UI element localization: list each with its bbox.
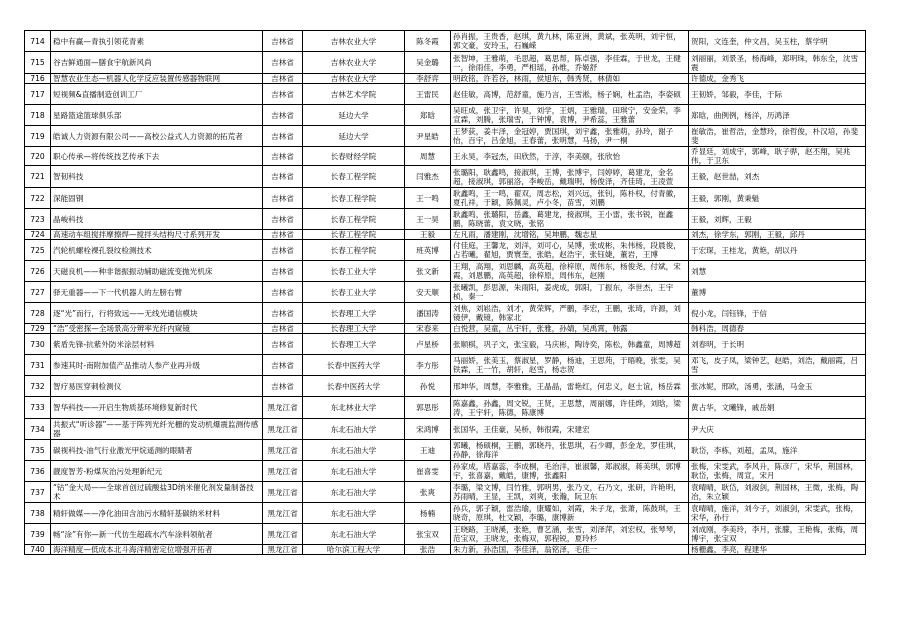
cell-province: 吉林省: [263, 105, 303, 126]
cell-university: 长春中医药大学: [303, 355, 405, 376]
table-row: [25, 209, 866, 230]
project-table: [24, 30, 866, 555]
cell-leader: 陈冬霞: [405, 31, 451, 52]
table-row: [25, 355, 866, 376]
cell-leader: 宋春来: [405, 324, 451, 334]
cell-university: 东北石油大学: [303, 419, 405, 440]
cell-province: 吉林省: [263, 209, 303, 230]
cell-project: 智疗易医穿刺检测仪: [51, 376, 263, 397]
cell-members: 张璐阳，耿鑫鸣，接淑琪，王博，张博宇，闫婷婷，葛建龙，金名超，接淑琪，郭丽洛，李峻岳，戴瑞明，杨俊泽，齐佳琦，王凌萱: [451, 166, 689, 188]
cell-members: 刘焦，刘崧浩，刘才，黄荣辉，严鹏，李宏，王鹏，张琦，许源，刘镜伊，戴镜，韩家北: [451, 303, 689, 324]
cell-university: 长春工程学院: [303, 209, 405, 230]
cell-members: 王梦荻，姜丰泽，金冠婷，贾国琪，刘宇鑫，张雅萌，孙玲，谢子怡，百宇，吕金旭，王春蕾，张明慧，马扬，尹一桐: [451, 126, 689, 147]
cell-university: 长春工业大学: [303, 282, 405, 303]
cell-project: “钴”金大局——全球首创过硫酸盐3D纳米催化剂发量制备技术: [51, 482, 263, 503]
cell-no: 732: [25, 376, 51, 397]
cell-members: 张曦凯，彭思源，朱雨阳，姜虎成，郭阳，丁振东，李世杰，王宇桢，秦一: [451, 282, 689, 303]
table-row: [25, 545, 866, 555]
cell-project: 智华科技——开启生物质基环境修复新时代: [51, 397, 263, 419]
cell-province: 黑龙江省: [263, 524, 303, 545]
table-row: [25, 126, 866, 147]
cell-no: 718: [25, 105, 51, 126]
table-row: [25, 324, 866, 334]
cell-members: 郭曦，杨硕桐，王鹏，郭晓丹，张思琪，石少卿，彭金龙，罗佳琪，孙静，徐海洋: [451, 440, 689, 461]
cell-university: 吉林艺术学院: [303, 84, 405, 105]
cell-province: 黑龙江省: [263, 461, 303, 482]
cell-province: 吉林省: [263, 355, 303, 376]
table-row: [25, 524, 866, 545]
cell-province: 吉林省: [263, 52, 303, 74]
cell-advisors: 韩科浩，周德春: [689, 324, 866, 334]
cell-project: 逐“光”而行，行将致远——无线光通信模块: [51, 303, 263, 324]
table-row: [25, 376, 866, 397]
cell-leader: 王雷民: [405, 84, 451, 105]
cell-members: 王永昊，李冠杰，田欣然，于淳，李美颐，张欣怡: [451, 147, 689, 166]
cell-project: 谷吉鲜通面—膳食宇航新风尚: [51, 52, 263, 74]
cell-advisors: 袁晴晴，施洋，刘今子，刘淑剑，宋雯武，张梅，宋华，孙行: [689, 503, 866, 524]
cell-leader: 张浩: [405, 545, 451, 555]
cell-leader: 崔喜雯: [405, 461, 451, 482]
cell-leader: 潘国涛: [405, 303, 451, 324]
cell-project: 智慧农业生态—机器人化学反应装置传感器物联网: [51, 74, 263, 84]
cell-province: 黑龙江省: [263, 440, 303, 461]
cell-project: “浩”受密探—全场景高分辨率光纤内窥镜: [51, 324, 263, 334]
cell-advisors: 耿岱，李栋，刘超，孟凤，施洋: [689, 440, 866, 461]
cell-no: 724: [25, 230, 51, 240]
table-row: [25, 74, 866, 84]
table-row: [25, 240, 866, 261]
cell-leader: 周慧: [405, 147, 451, 166]
cell-project: 高速动车组搅拌摩擦焊—搅拌头结构尺寸系列开发: [51, 230, 263, 240]
cell-leader: 王迪: [405, 440, 451, 461]
cell-project: 稳中有赢—青执引领花青素: [51, 31, 263, 52]
cell-leader: 闫雅杰: [405, 166, 451, 188]
cell-leader: 张宝双: [405, 524, 451, 545]
table-row: [25, 84, 866, 105]
cell-members: 孙肖振，王贵香，赵琪，黄九林，陈亚洲，黄斌，张英明，刘宇恒，郭文豪，安玲玉，石巍嵘: [451, 31, 689, 52]
cell-advisors: 郑晗，曲例例，杨洋，历鸿泽: [689, 105, 866, 126]
cell-province: 吉林省: [263, 126, 303, 147]
cell-province: 黑龙江省: [263, 397, 303, 419]
cell-members: 张智坤，王雅萌，毛思超，葛思帮，陈卓强，李佳霖，于世龙，王健一，徐雨佳，李勇，严相瑶，孙维，乔姬舒: [451, 52, 689, 74]
cell-project: 晶峻科技: [51, 209, 263, 230]
cell-advisors: 许德成，金秀飞: [689, 74, 866, 84]
cell-members: 耿鑫鸣，张璐阳，岳鑫，葛建龙，接淑琪，王小雷，张书锐，崔鑫鹏，陈晓蕾，袁文晓，张铭: [451, 209, 689, 230]
cell-university: 延边大学: [303, 126, 405, 147]
cell-university: 吉林农业大学: [303, 31, 405, 52]
cell-university: 东北石油大学: [303, 461, 405, 482]
cell-leader: 王一鸣: [405, 188, 451, 209]
cell-advisors: 刘成刚，李美玲，李月，张朦，王艳梅，张梅，周博宇，张宝双: [689, 524, 866, 545]
cell-advisors: 王毅，刘辉，王毅: [689, 209, 866, 230]
cell-university: 东北石油大学: [303, 440, 405, 461]
cell-no: 740: [25, 545, 51, 555]
cell-project: 智韧科技: [51, 166, 263, 188]
table-row: [25, 419, 866, 440]
cell-university: 延边大学: [303, 105, 405, 126]
cell-university: 长春理工大学: [303, 334, 405, 355]
cell-members: 王晓路，王晓溪，张艳，曹艺涵，张雪，刘泽萍，刘宏权，张琴琴，范宝双，王晓龙，张梅双，郭程锐，夏玲杉: [451, 524, 689, 545]
cell-university: 长春理工大学: [303, 324, 405, 334]
table-row: [25, 230, 866, 240]
cell-university: 长春工程学院: [303, 188, 405, 209]
cell-province: 吉林省: [263, 147, 303, 166]
cell-project: 汽轮机螺栓裸孔裂纹检测技术: [51, 240, 263, 261]
cell-members: 邢坤华，周慧，李雅雅，王晶晶，雷艳红，何忠义，赵士谊，杨岳霖: [451, 376, 689, 397]
cell-university: 长春工业大学: [303, 261, 405, 282]
cell-no: 721: [25, 166, 51, 188]
cell-advisors: 王韧娇，邹毅，李佳，于际: [689, 84, 866, 105]
cell-province: 吉林省: [263, 188, 303, 209]
cell-project: 深能固钢: [51, 188, 263, 209]
cell-advisors: 袁晴晴，耿岱，刘淑剑，荆国林，王微，张梅，陶冶，朱立颖: [689, 482, 866, 503]
cell-no: 728: [25, 303, 51, 324]
cell-province: 吉林省: [263, 84, 303, 105]
cell-members: 孙家成，塔嘉蕊，李成桐，毛治洋，崔淑馨，郑淑淑，蒋美琪，郭博宇，张喜嘉，戴皓，康博，张鑫阳: [451, 461, 689, 482]
cell-advisors: 崔敏浩，崔哲浩，金慧玲，徐哲俊，朴汉培，孙斐斐: [689, 126, 866, 147]
cell-no: 736: [25, 461, 51, 482]
cell-members: 马丽娇，张美玉，蔡淑星，罗静，杨迪，王思苑，于晤晚，张雯，吴铁霖，王一竹，胡轩，赵雪，杨志贺: [451, 355, 689, 376]
cell-university: 长春中医药大学: [303, 376, 405, 397]
cell-no: 725: [25, 240, 51, 261]
cell-university: 长春工程学院: [303, 166, 405, 188]
cell-province: 吉林省: [263, 282, 303, 303]
cell-province: 吉林省: [263, 376, 303, 397]
cell-province: 吉林省: [263, 324, 303, 334]
table-row: [25, 303, 866, 324]
cell-members: 赵佳敏，高博，范舒童，施乃言，王雪淞，杨子娴，杜孟浩，李姿硕: [451, 84, 689, 105]
cell-leader: 尹星皓: [405, 126, 451, 147]
cell-advisors: 刘慧: [689, 261, 866, 282]
cell-advisors: 尹大庆: [689, 419, 866, 440]
cell-project: 碳视科技-油气行业激光甲烷遥测的眼睛者: [51, 440, 263, 461]
cell-advisors: 董博: [689, 282, 866, 303]
cell-province: 黑龙江省: [263, 482, 303, 503]
cell-leader: 吴金璐: [405, 52, 451, 74]
cell-project: 共振式“听诊器”——基于阵列光纤光栅的发动机爆震监测传感器: [51, 419, 263, 440]
cell-no: 730: [25, 334, 51, 355]
cell-advisors: 刘杰，徐学东，郭刚，王毅，邱丹: [689, 230, 866, 240]
cell-project: 靓度智芳-粉煤灰治污处理新纪元: [51, 461, 263, 482]
cell-advisors: 王毅，赵世喆，刘杰: [689, 166, 866, 188]
cell-leader: 张爽: [405, 482, 451, 503]
table-row: [25, 282, 866, 303]
cell-advisors: 张梅，宋雯武，李风升，陈彦厂，宋华，荆国林，耿岱，张梅，周宣，宋月: [689, 461, 866, 482]
cell-no: 726: [25, 261, 51, 282]
cell-no: 717: [25, 84, 51, 105]
cell-advisors: 刘丽丽，刘景圣，杨海峰，郑明珠，韩东全，沈雪震: [689, 52, 866, 74]
cell-advisors: 于宏琛，王桂龙，黄艳，胡以丹: [689, 240, 866, 261]
cell-no: 727: [25, 282, 51, 303]
cell-members: 明政铭，许若谷，林雨，侯旭东，韩秀贤，林倩如: [451, 74, 689, 84]
cell-university: 吉林农业大学: [303, 74, 405, 84]
cell-members: 朱力新，孙浩国，李佳泽，翁铭泽，毛佳一: [451, 545, 689, 555]
table-row: [25, 52, 866, 74]
cell-leader: 李舒弈: [405, 74, 451, 84]
cell-province: 吉林省: [263, 303, 303, 324]
cell-no: 716: [25, 74, 51, 84]
table-row: [25, 105, 866, 126]
cell-members: 吴旺成，张卫宇，许昊，刘学，王炳，王雅瑞，田琪宁，安金荣，李宣霖，刘腾，张瑞雪，于钟博，袁博，尹希蕊，王雅蕾: [451, 105, 689, 126]
table-row: [25, 334, 866, 355]
cell-leader: 王一昊: [405, 209, 451, 230]
cell-members: 白悦营，吴童，丛宇轩，张雅，孙婧，吴禹霄，韩露: [451, 324, 689, 334]
cell-advisors: 乔显廷，刘成宇，郭峰，耿子骅，赵丕翔，吴兆伟，于卫东: [689, 147, 866, 166]
cell-province: 黑龙江省: [263, 545, 303, 555]
cell-members: 付佳庭，王馨龙，刘洋，刘可心，吴博，张成彬，朱伟杨，段晨俊，占若曦，翟旭，贾寰奎，张皓，赵浩宇，张钰婕，董岩，王博: [451, 240, 689, 261]
cell-province: 吉林省: [263, 31, 303, 52]
cell-project: 驿无重器——下一代机器人的左膀右臂: [51, 282, 263, 303]
cell-leader: 张文新: [405, 261, 451, 282]
cell-advisors: 黄占华，文曦锋，戚岳娟: [689, 397, 866, 419]
cell-no: 714: [25, 31, 51, 52]
cell-university: 东北石油大学: [303, 524, 405, 545]
table-body: [25, 31, 866, 555]
cell-no: 735: [25, 440, 51, 461]
cell-members: 王翔，高翔，刘思麟，高英超，徐梓原，周伟东，杨俊尧，付斌，宋霞，刘恩鹏，高英超，徐梓原，周伟东，赵刚: [451, 261, 689, 282]
cell-no: 720: [25, 147, 51, 166]
cell-province: 吉林省: [263, 230, 303, 240]
cell-no: 723: [25, 209, 51, 230]
cell-no: 737: [25, 482, 51, 503]
cell-advisors: 倪小龙，闫钰锋，于信: [689, 303, 866, 324]
cell-no: 733: [25, 397, 51, 419]
cell-members: 张国华，王佳豪，吴桥，韩很霞，宋建宏: [451, 419, 689, 440]
cell-project: 天磁良机——种非谐振振动辅助磁流变抛光机床: [51, 261, 263, 282]
cell-leader: 郑晗: [405, 105, 451, 126]
cell-no: 739: [25, 524, 51, 545]
cell-university: 哈尔滨工程大学: [303, 545, 405, 555]
cell-advisors: 贺阳，文连奎，仲文昌，吴玉柱，蔡学明: [689, 31, 866, 52]
cell-project: 短视频&直播制造创训工厂: [51, 84, 263, 105]
cell-project: 紫盾先锋-抗紫外防米涂层材料: [51, 334, 263, 355]
cell-province: 吉林省: [263, 240, 303, 261]
cell-province: 黑龙江省: [263, 419, 303, 440]
cell-leader: 卢星桥: [405, 334, 451, 355]
cell-no: 715: [25, 52, 51, 74]
cell-advisors: 张冰妮，邢欧，汤勇，张涵，马金玉: [689, 376, 866, 397]
cell-advisors: 邓飞，皮子凤，梁钟艺，赵皓，刘浩，戴丽霞，吕雪: [689, 355, 866, 376]
cell-university: 长春工程学院: [303, 240, 405, 261]
cell-leader: 杨楠: [405, 503, 451, 524]
cell-university: 长春工程学院: [303, 230, 405, 240]
cell-no: 729: [25, 324, 51, 334]
table-row: [25, 147, 866, 166]
cell-leader: 安天顺: [405, 282, 451, 303]
table-row: [25, 461, 866, 482]
cell-no: 738: [25, 503, 51, 524]
cell-no: 734: [25, 419, 51, 440]
table-row: [25, 440, 866, 461]
cell-no: 731: [25, 355, 51, 376]
cell-university: 东北石油大学: [303, 482, 405, 503]
cell-members: 孙兵，郭子颖，雷浩瑜，康耀如，刘霞，朱子龙，张萧，陈鼓琪，王晓奇，原琪，杜文颖，李璐，康博新: [451, 503, 689, 524]
table-row: [25, 188, 866, 209]
cell-project: 皓诚人力资源有限公司——高校公益式人力资源的拓荒者: [51, 126, 263, 147]
table-row: [25, 31, 866, 52]
cell-province: 吉林省: [263, 166, 303, 188]
cell-no: 722: [25, 188, 51, 209]
cell-members: 张顺棋，巩子文，张宝毅，马庆彬，陶诗奕，陈松，韩鑫童，周博超: [451, 334, 689, 355]
cell-advisors: 杨栅鑫，李亮，程建华: [689, 545, 866, 555]
table-row: [25, 397, 866, 419]
cell-project: 星路篮途篮球俱乐部: [51, 105, 263, 126]
cell-university: 长春财经学院: [303, 147, 405, 166]
cell-province: 黑龙江省: [263, 503, 303, 524]
cell-project: 精轩做媒——净化油田含油污水精轩基碳纳米材料: [51, 503, 263, 524]
cell-advisors: 王毅，郭刚，黄秉魁: [689, 188, 866, 209]
cell-leader: 郭思彤: [405, 397, 451, 419]
cell-university: 东北林业大学: [303, 397, 405, 419]
table-row: [25, 166, 866, 188]
cell-province: 吉林省: [263, 74, 303, 84]
cell-project: 畅“涂”有你—新一代仿生超疏水汽车涂料领航者: [51, 524, 263, 545]
cell-leader: 李方彤: [405, 355, 451, 376]
cell-leader: 班英博: [405, 240, 451, 261]
cell-members: 耿鑫鸣，王一鸣，翟双，周志松，刘兴远，张钊，陈朴权，付青徽，夏孔祥，于颖，陈佩灵，卢小冬，苗雪，刘鹏: [451, 188, 689, 209]
cell-project: 参速其时-南附加值产品推动人参产业再升级: [51, 355, 263, 376]
cell-members: 左凡雨，潘建刚，沈增铭，吴坤鹏，魏志星: [451, 230, 689, 240]
cell-project: 海洋精度—低成本北斗海洋精密定位增强开拓者: [51, 545, 263, 555]
cell-province: 吉林省: [263, 261, 303, 282]
cell-members: 李璐，梁文博，闫竹雅，郭明男，张乃文，石乃文，张研，许艳明，苏雨晴，王显，王凯，刘爽，张瀚，阮卫东: [451, 482, 689, 503]
table-row: [25, 503, 866, 524]
cell-members: 陈嘉鑫，孙鑫，周文锐，王贤，王思慧，周丽娜，许佳烨，刘晗，梁涛，王宇轩，陈德，陈康博: [451, 397, 689, 419]
table-row: [25, 261, 866, 282]
cell-no: 719: [25, 126, 51, 147]
cell-university: 长春理工大学: [303, 303, 405, 324]
cell-project: 职心传承—将传统技艺传承下去: [51, 147, 263, 166]
cell-province: 吉林省: [263, 334, 303, 355]
table-row: [25, 482, 866, 503]
cell-leader: 王毅: [405, 230, 451, 240]
cell-leader: 宋鸿博: [405, 419, 451, 440]
cell-university: 东北石油大学: [303, 503, 405, 524]
cell-leader: 孙悦: [405, 376, 451, 397]
cell-university: 吉林农业大学: [303, 52, 405, 74]
cell-advisors: 刘春明，于长明: [689, 334, 866, 355]
